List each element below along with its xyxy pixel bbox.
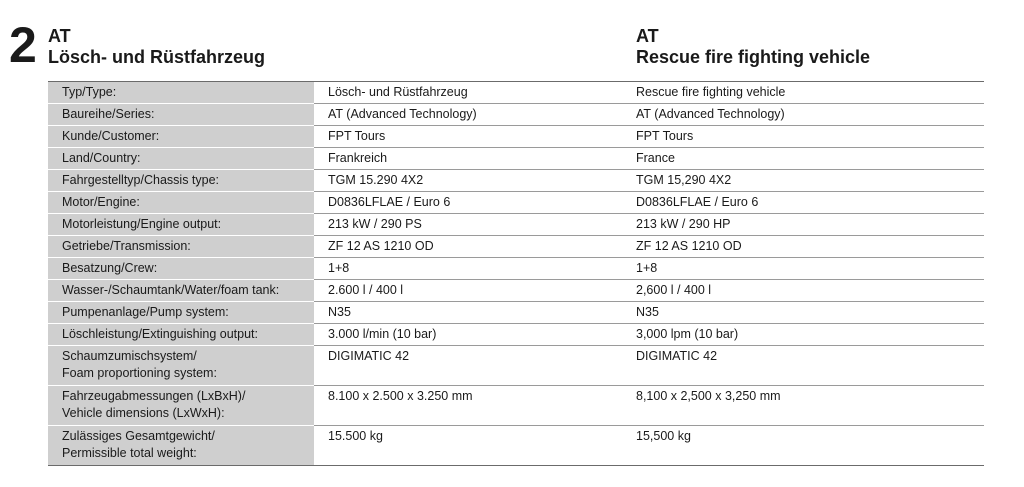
value-english: DIGIMATIC 42 — [622, 346, 984, 386]
table-row — [48, 302, 984, 324]
row-label: Kunde/Customer: — [48, 126, 314, 148]
table-row — [48, 170, 984, 192]
value-english: TGM 15,290 4X2 — [622, 170, 984, 192]
value-german: Frankreich — [314, 148, 622, 170]
title-german-line1: AT — [48, 26, 71, 46]
value-german: 8.100 x 2.500 x 3.250 mm — [314, 386, 622, 426]
value-german: 2.600 l / 400 l — [314, 280, 622, 302]
value-german: 3.000 l/min (10 bar) — [314, 324, 622, 346]
value-english: 213 kW / 290 HP — [622, 214, 984, 236]
row-label-line2: Foam proportioning system: — [62, 366, 217, 380]
value-english: 2,600 l / 400 l — [622, 280, 984, 302]
row-label: Getriebe/Transmission: — [48, 236, 314, 258]
title-german — [48, 26, 265, 68]
table-row — [48, 214, 984, 236]
value-english: France — [622, 148, 984, 170]
value-german: FPT Tours — [314, 126, 622, 148]
value-german: D0836LFLAE / Euro 6 — [314, 192, 622, 214]
table-row — [48, 346, 984, 386]
row-label: Motor/Engine: — [48, 192, 314, 214]
row-label — [48, 346, 314, 386]
row-label: Land/Country: — [48, 148, 314, 170]
value-german: TGM 15.290 4X2 — [314, 170, 622, 192]
row-label — [48, 426, 314, 466]
table-row — [48, 280, 984, 302]
value-german: 1+8 — [314, 258, 622, 280]
value-german: N35 — [314, 302, 622, 324]
row-label-line1: Fahrzeugabmessungen (LxBxH)/ — [62, 389, 246, 403]
title-english-line2: Rescue fire fighting vehicle — [636, 47, 871, 67]
row-label-line1: Schaumzumischsystem/ — [62, 349, 197, 363]
row-label: Typ/Type: — [48, 82, 314, 104]
value-german: AT (Advanced Technology) — [314, 104, 622, 126]
row-label: Motorleistung/Engine output: — [48, 214, 314, 236]
row-label: Löschleistung/Extinguishing output: — [48, 324, 314, 346]
table-row — [48, 426, 984, 466]
table-row — [48, 236, 984, 258]
row-label: Baureihe/Series: — [48, 104, 314, 126]
table-row — [48, 258, 984, 280]
title-english-line1: AT — [636, 26, 659, 46]
section-number: 2 — [9, 17, 37, 73]
row-label: Pumpenanlage/Pump system: — [48, 302, 314, 324]
value-english: N35 — [622, 302, 984, 324]
value-english: D0836LFLAE / Euro 6 — [622, 192, 984, 214]
title-english — [636, 26, 870, 68]
row-label-line1: Zulässiges Gesamtgewicht/ — [62, 429, 215, 443]
value-english: FPT Tours — [622, 126, 984, 148]
row-label: Besatzung/Crew: — [48, 258, 314, 280]
value-english: 1+8 — [622, 258, 984, 280]
table-row — [48, 148, 984, 170]
table-row — [48, 192, 984, 214]
row-label-line2: Permissible total weight: — [62, 446, 197, 460]
spec-table — [48, 81, 984, 466]
value-english: 15,500 kg — [622, 426, 984, 466]
table-row — [48, 82, 984, 104]
row-label — [48, 386, 314, 426]
row-label: Fahrgestelltyp/Chassis type: — [48, 170, 314, 192]
value-german: 213 kW / 290 PS — [314, 214, 622, 236]
value-english: 3,000 lpm (10 bar) — [622, 324, 984, 346]
table-row — [48, 126, 984, 148]
value-german: Lösch- und Rüstfahrzeug — [314, 82, 622, 104]
row-label: Wasser-/Schaumtank/Water/foam tank: — [48, 280, 314, 302]
value-german: 15.500 kg — [314, 426, 622, 466]
title-german-line2: Lösch- und Rüstfahrzeug — [48, 47, 265, 67]
table-row — [48, 324, 984, 346]
value-english: ZF 12 AS 1210 OD — [622, 236, 984, 258]
value-german: ZF 12 AS 1210 OD — [314, 236, 622, 258]
table-row — [48, 104, 984, 126]
value-english: 8,100 x 2,500 x 3,250 mm — [622, 386, 984, 426]
table-row — [48, 386, 984, 426]
value-english: Rescue fire fighting vehicle — [622, 82, 984, 104]
value-german: DIGIMATIC 42 — [314, 346, 622, 386]
value-english: AT (Advanced Technology) — [622, 104, 984, 126]
row-label-line2: Vehicle dimensions (LxWxH): — [62, 406, 225, 420]
